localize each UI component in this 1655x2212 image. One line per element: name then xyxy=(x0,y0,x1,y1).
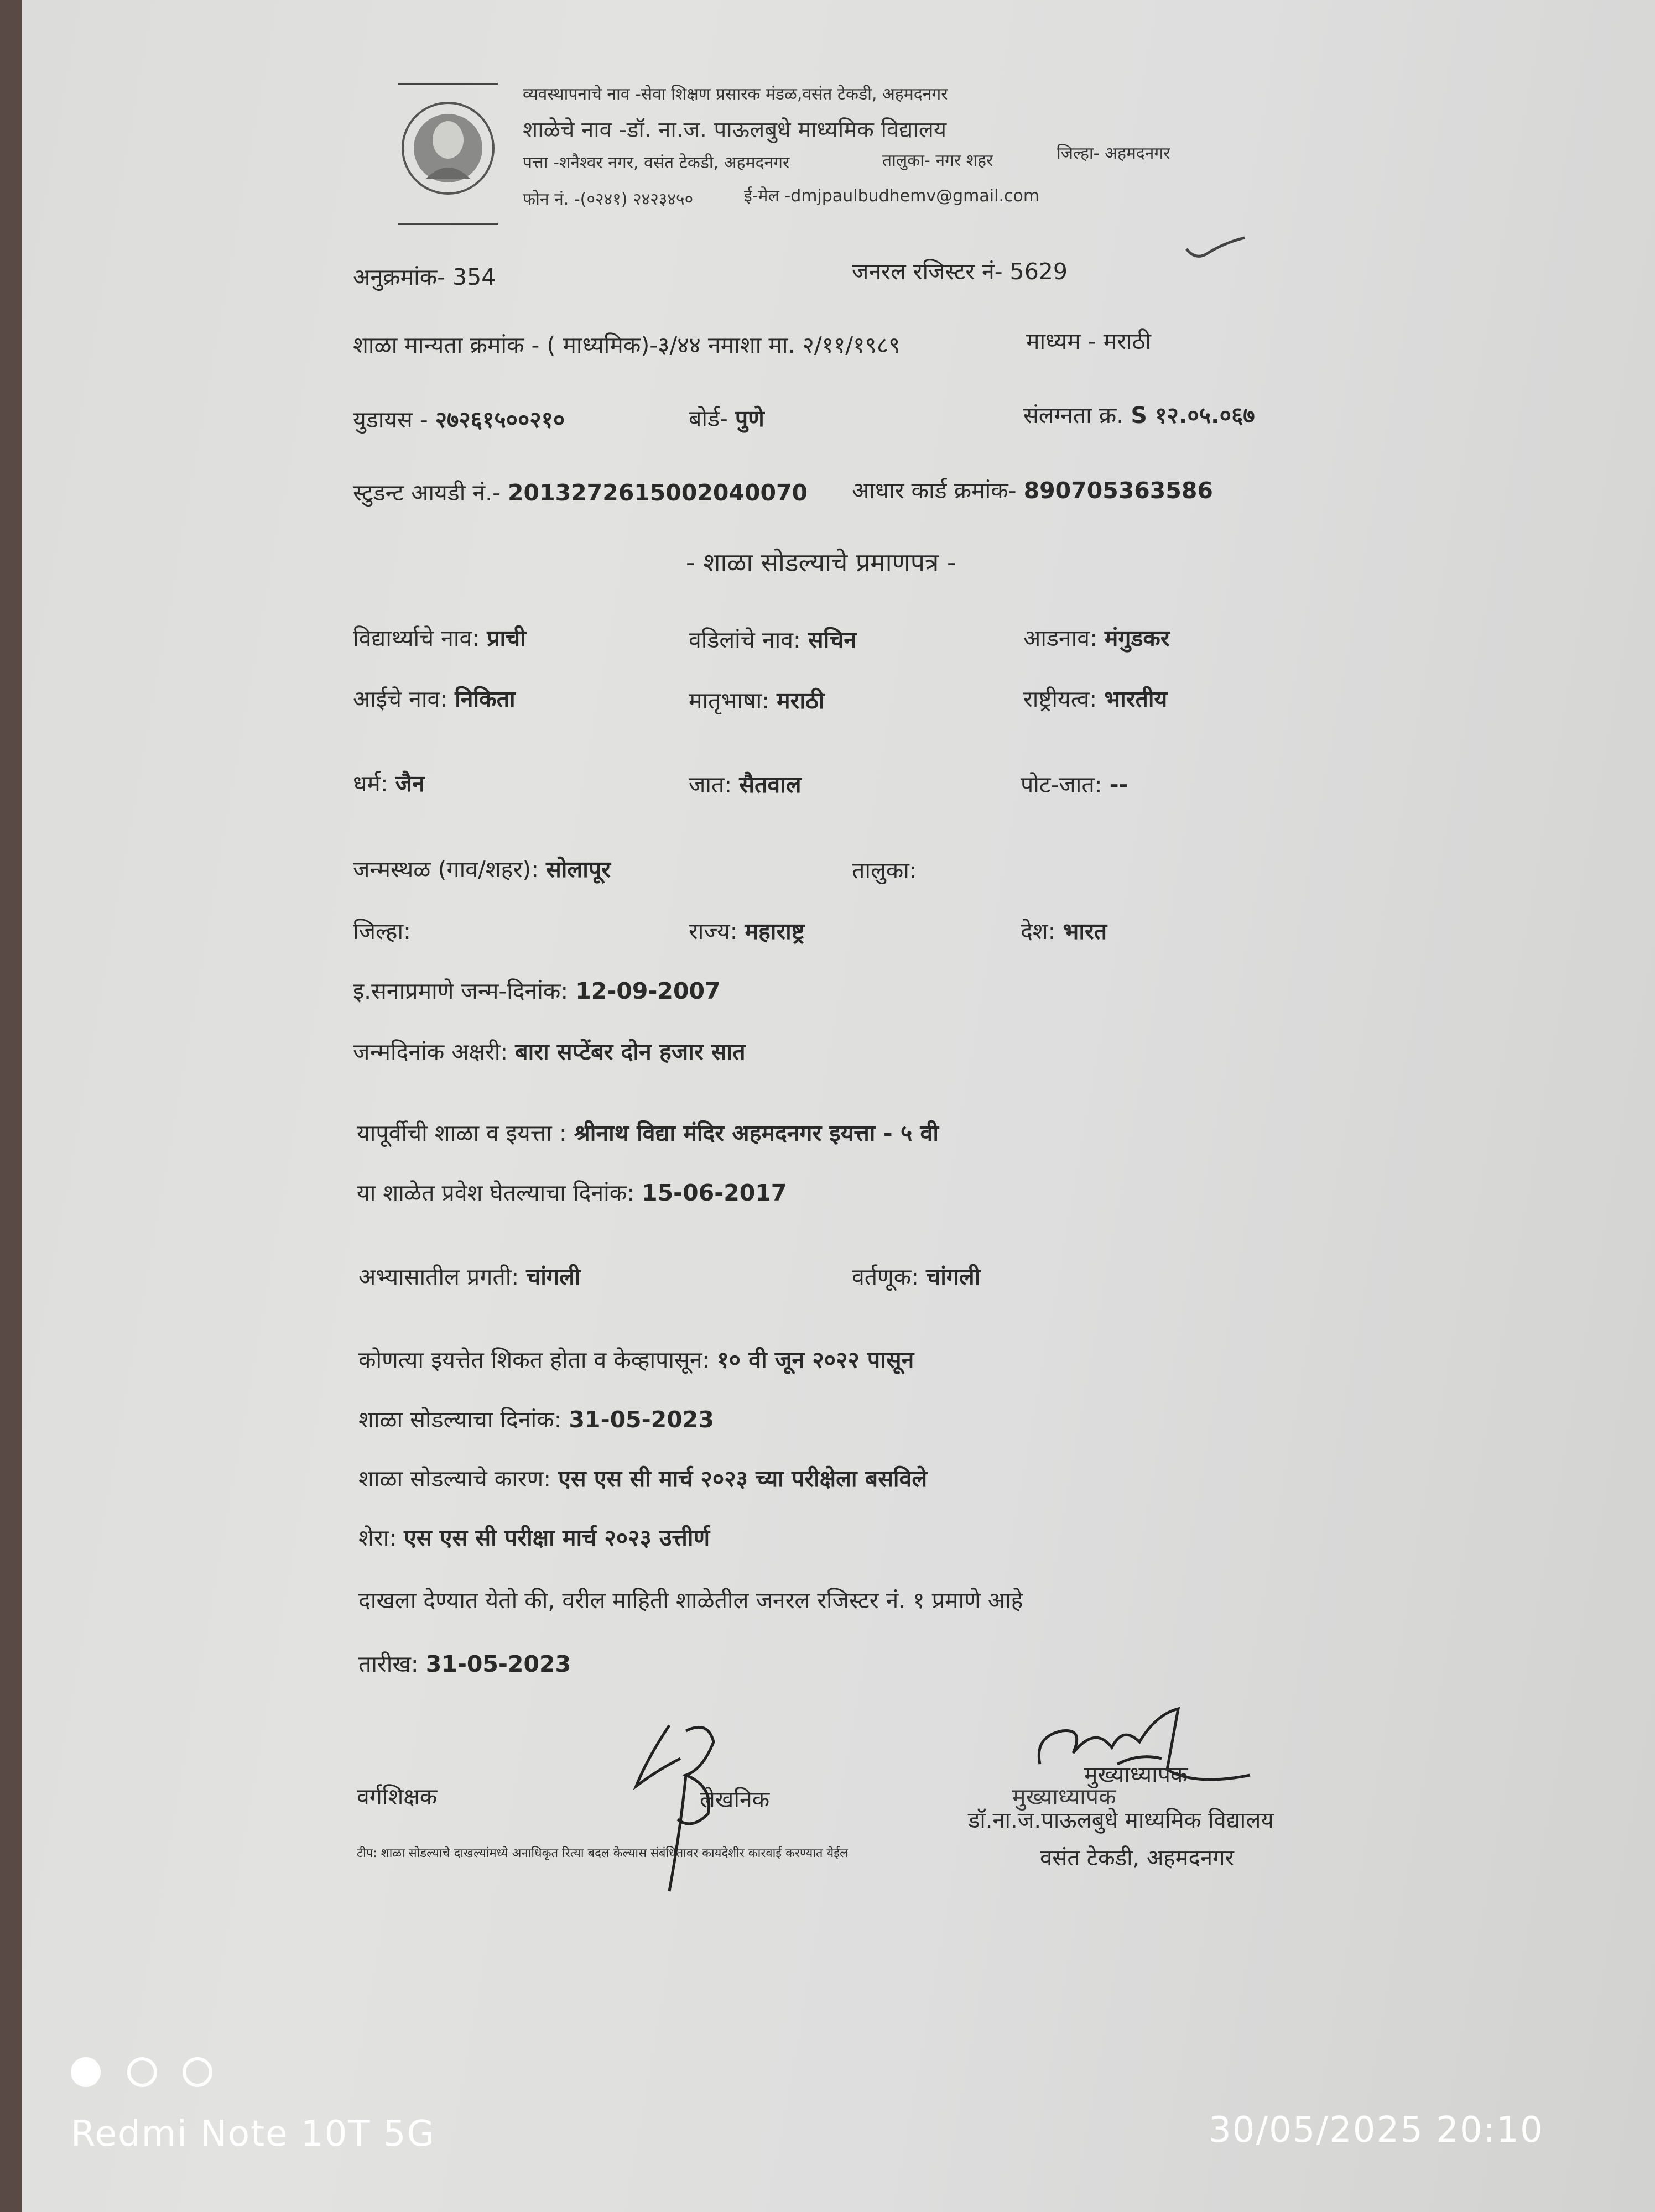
school-taluka: तालुका- नगर शहर xyxy=(882,151,993,170)
country-value: भारत xyxy=(1063,918,1107,945)
student-id-label: स्टुडन्ट आयडी नं.- xyxy=(353,479,501,506)
religion xyxy=(353,768,425,799)
caste xyxy=(689,769,802,800)
watermark-dot-outline xyxy=(127,2057,157,2087)
aadhar-value: 890705363586 xyxy=(1023,477,1213,504)
surname xyxy=(1023,622,1170,653)
mother-name xyxy=(353,683,516,714)
reason-label: शाळा सोडल्याचे कारण: xyxy=(358,1465,551,1492)
religion-value: जैन xyxy=(395,770,425,797)
headmaster-label: मुख्याध्यापक xyxy=(1084,1761,1188,1788)
sub-caste-value: -- xyxy=(1109,771,1128,798)
aadhar-number xyxy=(852,474,1213,505)
issue-date-value: 31-05-2023 xyxy=(425,1651,571,1677)
previous-school-label: यापूर्वीची शाळा व इयत्ता : xyxy=(357,1120,567,1146)
student-id-value: 2013272615002040070 xyxy=(508,479,808,506)
serial-label: अनुक्रमांक- xyxy=(353,264,445,290)
class-teacher-label: वर्गशिक्षक xyxy=(357,1783,438,1810)
board xyxy=(689,403,764,434)
dob-words-value: बारा सप्टेंबर दोन हजार सात xyxy=(515,1039,746,1065)
previous-school-value: श्रीनाथ विद्या मंदिर अहमदनगर इयत्ता - ५ वी xyxy=(574,1120,939,1146)
clerk-label: लेखनिक xyxy=(700,1786,770,1813)
nationality xyxy=(1023,683,1167,714)
remark xyxy=(358,1522,710,1553)
mother-label: आईचे नाव: xyxy=(353,686,448,712)
board-value: पुणे xyxy=(735,405,764,432)
surname-label: आडनाव: xyxy=(1023,625,1097,651)
academic-progress xyxy=(358,1261,580,1292)
gr-value: 5629 xyxy=(1009,258,1068,285)
reason-value: एस एस सी मार्च २०२३ च्या परीक्षेला बसविले xyxy=(558,1465,928,1492)
religion-label: धर्म: xyxy=(353,770,388,797)
affiliation-value: S १२.०५.०६७ xyxy=(1131,402,1255,429)
previous-school xyxy=(357,1117,939,1148)
udise-number xyxy=(353,404,565,435)
admission-date xyxy=(357,1177,787,1208)
conduct-label: वर्तणूक: xyxy=(852,1264,919,1290)
stamp-school-name: डॉ.ना.ज.पाऊलबुधे माध्यमिक विद्यालय xyxy=(968,1808,1274,1833)
remark-label: शेरा: xyxy=(358,1525,397,1551)
mother-value: निकिता xyxy=(455,686,516,712)
student-name xyxy=(353,622,526,653)
tick-mark xyxy=(1184,232,1250,265)
class-since xyxy=(358,1344,914,1375)
district: जिल्हा: xyxy=(353,918,411,945)
school-district: जिल्हा- अहमदनगर xyxy=(1057,144,1170,163)
sub-caste-label: पोट-जात: xyxy=(1021,771,1102,798)
state xyxy=(689,915,805,946)
gr-label: जनरल रजिस्टर नं- xyxy=(852,258,1003,285)
dob-label: इ.सनाप्रमाणे जन्म-दिनांक: xyxy=(353,978,569,1004)
affiliation-number xyxy=(1023,399,1255,430)
student-name-label: विद्यार्थ्याचे नाव: xyxy=(353,625,480,651)
country-label: देश: xyxy=(1021,918,1056,945)
birthplace-value: सोलापूर xyxy=(546,856,611,883)
certificate-title: - शाळा सोडल्याचे प्रमाणपत्र - xyxy=(686,547,956,577)
admission-label: या शाळेत प्रवेश घेतल्याचा दिनांक: xyxy=(357,1180,635,1206)
school-name: शाळेचे नाव -डॉ. ना.ज. पाऊलबुधे माध्यमिक विद्यालय xyxy=(523,117,947,143)
aadhar-label: आधार कार्ड क्रमांक- xyxy=(852,477,1017,504)
school-email: ई-मेल -dmjpaulbudhemv@gmail.com xyxy=(744,186,1040,206)
watermark-dot-filled xyxy=(71,2057,101,2087)
recognition-number: शाळा मान्यता क्रमांक - ( माध्यमिक)-३/४४ नमाशा मा. २/११/१९८९ xyxy=(353,332,901,358)
medium: माध्यम - मराठी xyxy=(1026,328,1152,354)
serial-number xyxy=(353,261,496,292)
father-label: वडिलांचे नाव: xyxy=(689,627,801,653)
class-since-label: कोणत्या इयत्तेत शिकत होता व केव्हापासून: xyxy=(358,1347,710,1373)
general-register-number xyxy=(852,255,1068,286)
stamp-place: वसंत टेकडी, अहमदनगर xyxy=(1040,1845,1234,1871)
state-value: महाराष्ट्र xyxy=(745,918,805,945)
date-of-birth xyxy=(353,975,721,1006)
issue-date-label: तारीख: xyxy=(358,1651,419,1677)
affiliation-label: संलग्नता क्र. xyxy=(1023,402,1124,429)
birthplace xyxy=(353,853,611,884)
taluka: तालुका: xyxy=(852,857,917,884)
mother-tongue-value: मराठी xyxy=(777,687,825,714)
progress-value: चांगली xyxy=(526,1264,581,1290)
school-logo-emblem xyxy=(398,83,498,225)
leaving-date-label: शाळा सोडल्याचा दिनांक: xyxy=(358,1406,562,1433)
mother-tongue xyxy=(689,685,825,716)
conduct-value: चांगली xyxy=(926,1264,981,1290)
conduct xyxy=(852,1261,980,1292)
camera-timestamp-watermark: 30/05/2025 20:10 xyxy=(1209,2110,1544,2151)
nationality-label: राष्ट्रीयत्व: xyxy=(1023,686,1097,712)
watermark-dot-outline xyxy=(183,2057,212,2087)
country xyxy=(1021,915,1107,946)
leaving-date-value: 31-05-2023 xyxy=(569,1406,714,1433)
leaving-date xyxy=(358,1404,714,1434)
dob-words-label: जन्मदिनांक अक्षरी: xyxy=(353,1039,508,1065)
issue-date xyxy=(358,1648,571,1679)
caste-value: सैतवाल xyxy=(739,771,802,798)
board-label: बोर्ड- xyxy=(689,405,728,432)
father-name xyxy=(689,624,856,655)
management-name: व्यवस्थापनाचे नाव -सेवा शिक्षण प्रसारक मंडळ,वसंत टेकडी, अहमदनगर xyxy=(523,85,948,104)
nationality-value: भारतीय xyxy=(1104,686,1168,712)
school-address: पत्ता -शनैश्वर नगर, वसंत टेकडी, अहमदनगर xyxy=(523,153,790,173)
footer-note: टीप: शाळा सोडल्याचे दाखल्यांमध्ये अनाधिकृत रित्या बदल केल्यास संबंधितावर कायदेशीर कारवाई करण्यात येईल xyxy=(357,1846,848,1860)
student-id xyxy=(353,477,808,508)
birthplace-label: जन्मस्थळ (गाव/शहर): xyxy=(353,856,539,883)
class-since-value: १० वी जून २०२२ पासून xyxy=(717,1347,914,1373)
stamp-title: मुख्याध्यापक xyxy=(1012,1783,1116,1810)
progress-label: अभ्यासातील प्रगती: xyxy=(358,1264,519,1290)
school-phone: फोन नं. -(०२४१) २४२३४५० xyxy=(523,190,694,209)
clerk-signature xyxy=(625,1709,747,1897)
father-value: सचिन xyxy=(808,627,856,653)
leaving-reason xyxy=(358,1463,927,1494)
admission-value: 15-06-2017 xyxy=(642,1180,787,1206)
camera-device-watermark: Redmi Note 10T 5G xyxy=(71,2114,436,2154)
date-of-birth-words xyxy=(353,1036,746,1067)
mother-tongue-label: मातृभाषा: xyxy=(689,687,770,714)
udise-value: २७२६१५००२१० xyxy=(435,406,565,433)
sub-caste xyxy=(1021,769,1128,800)
certificate-paper xyxy=(22,0,1655,2212)
surname-value: मंगुडकर xyxy=(1104,625,1170,651)
udise-label: युडायस - xyxy=(353,406,428,433)
student-name-value: प्राची xyxy=(487,625,526,651)
dob-value: 12-09-2007 xyxy=(575,978,721,1004)
caste-label: जात: xyxy=(689,771,732,798)
serial-value: 354 xyxy=(452,264,496,290)
certification-statement: दाखला देण्यात येतो की, वरील माहिती शाळेतील जनरल रजिस्टर नं. १ प्रमाणे आहे xyxy=(358,1587,1023,1614)
state-label: राज्य: xyxy=(689,918,738,945)
remark-value: एस एस सी परीक्षा मार्च २०२३ उत्तीर्ण xyxy=(404,1525,710,1551)
